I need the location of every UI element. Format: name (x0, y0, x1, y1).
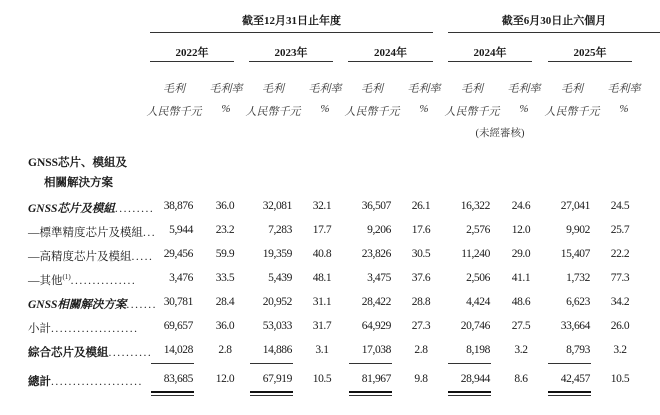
row-label (28, 272, 136, 288)
gross-margin-value: 34.2 (610, 296, 630, 308)
gross-profit-value: 16,322 (460, 200, 490, 212)
gross-profit-value: 19,359 (262, 248, 292, 260)
gross-profit-value: 9,206 (367, 224, 391, 236)
gross-margin-value: 59.9 (215, 248, 235, 260)
gross-margin-value: 36.0 (215, 320, 235, 332)
gross-margin-value: 26.1 (411, 200, 431, 212)
gross-margin-col-header: 毛利率 (607, 83, 641, 95)
row-label-text: 總計 (28, 376, 51, 388)
gross-profit-value: 1,732 (566, 272, 590, 284)
leader-dots: .................... (51, 323, 139, 335)
gross-margin-col-header: 毛利率 (507, 83, 541, 95)
gross-profit-value: 83,685 (163, 373, 193, 385)
year-header-2022: 2022年 (175, 47, 209, 59)
year-rule (249, 61, 333, 62)
section-title-line1: GNSS芯片、模組及 (28, 157, 128, 169)
gross-profit-value: 33,664 (560, 320, 590, 332)
gross-profit-value: 2,506 (466, 272, 490, 284)
total-double-underline (151, 391, 194, 393)
gross-margin-value: 32.1 (312, 200, 332, 212)
leader-dots: ..... (131, 251, 154, 263)
gross-margin-value: 25.7 (610, 224, 630, 236)
gross-profit-value: 53,033 (262, 320, 292, 332)
gross-profit-col-header: 毛利 (163, 83, 185, 95)
row-label (28, 320, 139, 336)
row-label-text: —高精度芯片及模組 (28, 251, 132, 263)
gross-margin-value: 2.8 (218, 344, 232, 356)
gross-margin-value: 3.2 (514, 344, 528, 356)
subtotal-underline (448, 363, 491, 364)
year-rule (448, 61, 532, 62)
gross-profit-value: 8,198 (466, 344, 490, 356)
gross-profit-value: 81,967 (361, 373, 391, 385)
gross-margin-value: 36.0 (215, 200, 235, 212)
gross-profit-value: 32,081 (262, 200, 292, 212)
gross-margin-value: 17.6 (411, 224, 431, 236)
header-rule (448, 32, 660, 33)
gross-profit-value: 4,424 (466, 296, 490, 308)
gross-margin-value: 28.8 (411, 296, 431, 308)
gross-margin-value: 48.6 (511, 296, 531, 308)
gross-profit-value: 7,283 (268, 224, 292, 236)
gross-margin-value: 31.1 (312, 296, 332, 308)
gross-margin-value: 12.0 (215, 373, 235, 385)
row-label-text: 綜合芯片及模組 (28, 347, 109, 359)
subtotal-underline (151, 363, 194, 364)
gross-margin-value: 22.2 (610, 248, 630, 260)
gross-margin-value: 3.2 (613, 344, 627, 356)
gross-margin-value: 27.5 (511, 320, 531, 332)
year-rule (548, 61, 632, 62)
gross-profit-col-header: 毛利 (561, 83, 583, 95)
unit-pct-label: % (221, 103, 231, 115)
gross-profit-value: 28,944 (460, 373, 490, 385)
gross-margin-value: 10.5 (610, 373, 630, 385)
row-label-text: 小計 (28, 323, 51, 335)
gross-profit-value: 5,944 (169, 224, 193, 236)
row-label-text: GNSS相關解決方案 (28, 299, 127, 311)
year-rule (348, 61, 433, 62)
gross-profit-value: 30,781 (163, 296, 193, 308)
gross-profit-value: 64,929 (361, 320, 391, 332)
gross-margin-value: 23.2 (215, 224, 235, 236)
gross-profit-value: 11,240 (461, 248, 490, 260)
gross-profit-value: 23,826 (361, 248, 391, 260)
gross-profit-value: 2,576 (466, 224, 490, 236)
gross-profit-value: 3,476 (169, 272, 193, 284)
gross-profit-value: 15,407 (560, 248, 590, 260)
row-label (28, 373, 143, 389)
total-double-underline (250, 391, 293, 393)
gross-margin-value: 24.6 (511, 200, 531, 212)
row-label-text: —標準精度芯片及模組 (28, 227, 143, 239)
gross-margin-col-header: 毛利率 (209, 83, 243, 95)
leader-dots: ....... (126, 299, 158, 311)
year-header-2025-h1: 2025年 (573, 47, 607, 59)
gross-profit-value: 28,422 (361, 296, 391, 308)
unit-pct-label: % (320, 103, 330, 115)
leader-dots: ............... (70, 275, 137, 287)
total-double-underline (448, 391, 491, 393)
gross-margin-value: 2.8 (414, 344, 428, 356)
gross-margin-value: 27.3 (411, 320, 431, 332)
gross-profit-value: 5,439 (268, 272, 292, 284)
gross-profit-value: 14,886 (262, 344, 292, 356)
gross-profit-value: 38,876 (163, 200, 193, 212)
header-rule (150, 32, 433, 33)
subtotal-underline (349, 363, 392, 364)
year-header-2024: 2024年 (374, 47, 407, 59)
gross-margin-col-header: 毛利率 (308, 83, 342, 95)
gross-margin-value: 10.5 (312, 373, 332, 385)
gross-profit-value: 29,456 (163, 248, 193, 260)
gross-margin-value: 48.1 (312, 272, 332, 284)
unit-rmb-label: 人民幣千元 (344, 106, 400, 118)
gross-margin-value: 77.3 (610, 272, 630, 284)
gross-margin-value: 8.6 (514, 373, 528, 385)
gross-profit-value: 36,507 (361, 200, 391, 212)
period-six-months-header: 截至6月30日止六個月 (501, 15, 607, 27)
unaudited-note: (未經審核) (475, 128, 525, 139)
gross-profit-value: 20,952 (262, 296, 292, 308)
gross-profit-value: 14,028 (163, 344, 193, 356)
unit-pct-label: % (419, 103, 429, 115)
row-label-text: —其他 (28, 275, 63, 287)
unit-rmb-label: 人民幣千元 (245, 106, 301, 118)
total-double-underline (349, 391, 392, 393)
gross-margin-value: 28.4 (215, 296, 235, 308)
gross-profit-value: 6,623 (566, 296, 590, 308)
subtotal-underline (548, 363, 591, 364)
gross-margin-value: 26.0 (610, 320, 630, 332)
gross-margin-value: 37.6 (411, 272, 431, 284)
gross-profit-col-header: 毛利 (461, 83, 483, 95)
year-header-2024-h1: 2024年 (473, 47, 507, 59)
year-rule (150, 61, 234, 62)
gross-profit-value: 27,041 (560, 200, 590, 212)
gross-margin-col-header: 毛利率 (407, 83, 441, 95)
unit-rmb-label: 人民幣千元 (444, 106, 500, 118)
gross-profit-value: 8,793 (566, 344, 590, 356)
leader-dots: ... (143, 227, 157, 239)
section-title-line2: 相關解決方案 (44, 177, 113, 189)
gross-margin-value: 3.1 (315, 344, 329, 356)
gross-profit-value: 9,902 (566, 224, 590, 236)
unit-pct-label: % (519, 103, 529, 115)
gross-profit-col-header: 毛利 (262, 83, 284, 95)
total-double-underline (250, 395, 293, 396)
gross-margin-value: 33.5 (215, 272, 235, 284)
leader-dots: ......... (114, 203, 155, 215)
total-double-underline (548, 395, 591, 396)
leader-dots: ..................... (51, 376, 143, 388)
gross-margin-value: 29.0 (511, 248, 531, 260)
gross-profit-value: 67,919 (262, 373, 292, 385)
gross-profit-value: 20,746 (460, 320, 490, 332)
year-header-2023: 2023年 (274, 47, 308, 59)
gross-margin-value: 40.8 (312, 248, 332, 260)
gross-margin-value: 24.5 (610, 200, 630, 212)
gross-profit-col-header: 毛利 (361, 83, 383, 95)
gross-profit-value: 3,475 (367, 272, 391, 284)
gross-profit-value: 69,657 (163, 320, 193, 332)
footnote-marker: (1) (62, 273, 71, 282)
leader-dots: .......... (108, 347, 153, 359)
gross-profit-value: 17,038 (361, 344, 391, 356)
gross-margin-value: 12.0 (511, 224, 531, 236)
gross-profit-value: 42,457 (560, 373, 590, 385)
total-double-underline (448, 395, 491, 396)
total-double-underline (151, 395, 194, 396)
total-double-underline (349, 395, 392, 396)
gross-margin-value: 9.8 (414, 373, 428, 385)
gross-margin-value: 30.5 (411, 248, 431, 260)
total-double-underline (548, 391, 591, 393)
gross-margin-value: 41.1 (511, 272, 531, 284)
gross-margin-value: 31.7 (312, 320, 332, 332)
period-year-end-header: 截至12月31日止年度 (242, 15, 341, 27)
row-label-text: GNSS芯片及模組 (28, 203, 115, 215)
unit-pct-label: % (619, 103, 629, 115)
gross-margin-value: 17.7 (312, 224, 332, 236)
unit-rmb-label: 人民幣千元 (146, 106, 202, 118)
subtotal-underline (250, 363, 293, 364)
unit-rmb-label: 人民幣千元 (544, 106, 600, 118)
